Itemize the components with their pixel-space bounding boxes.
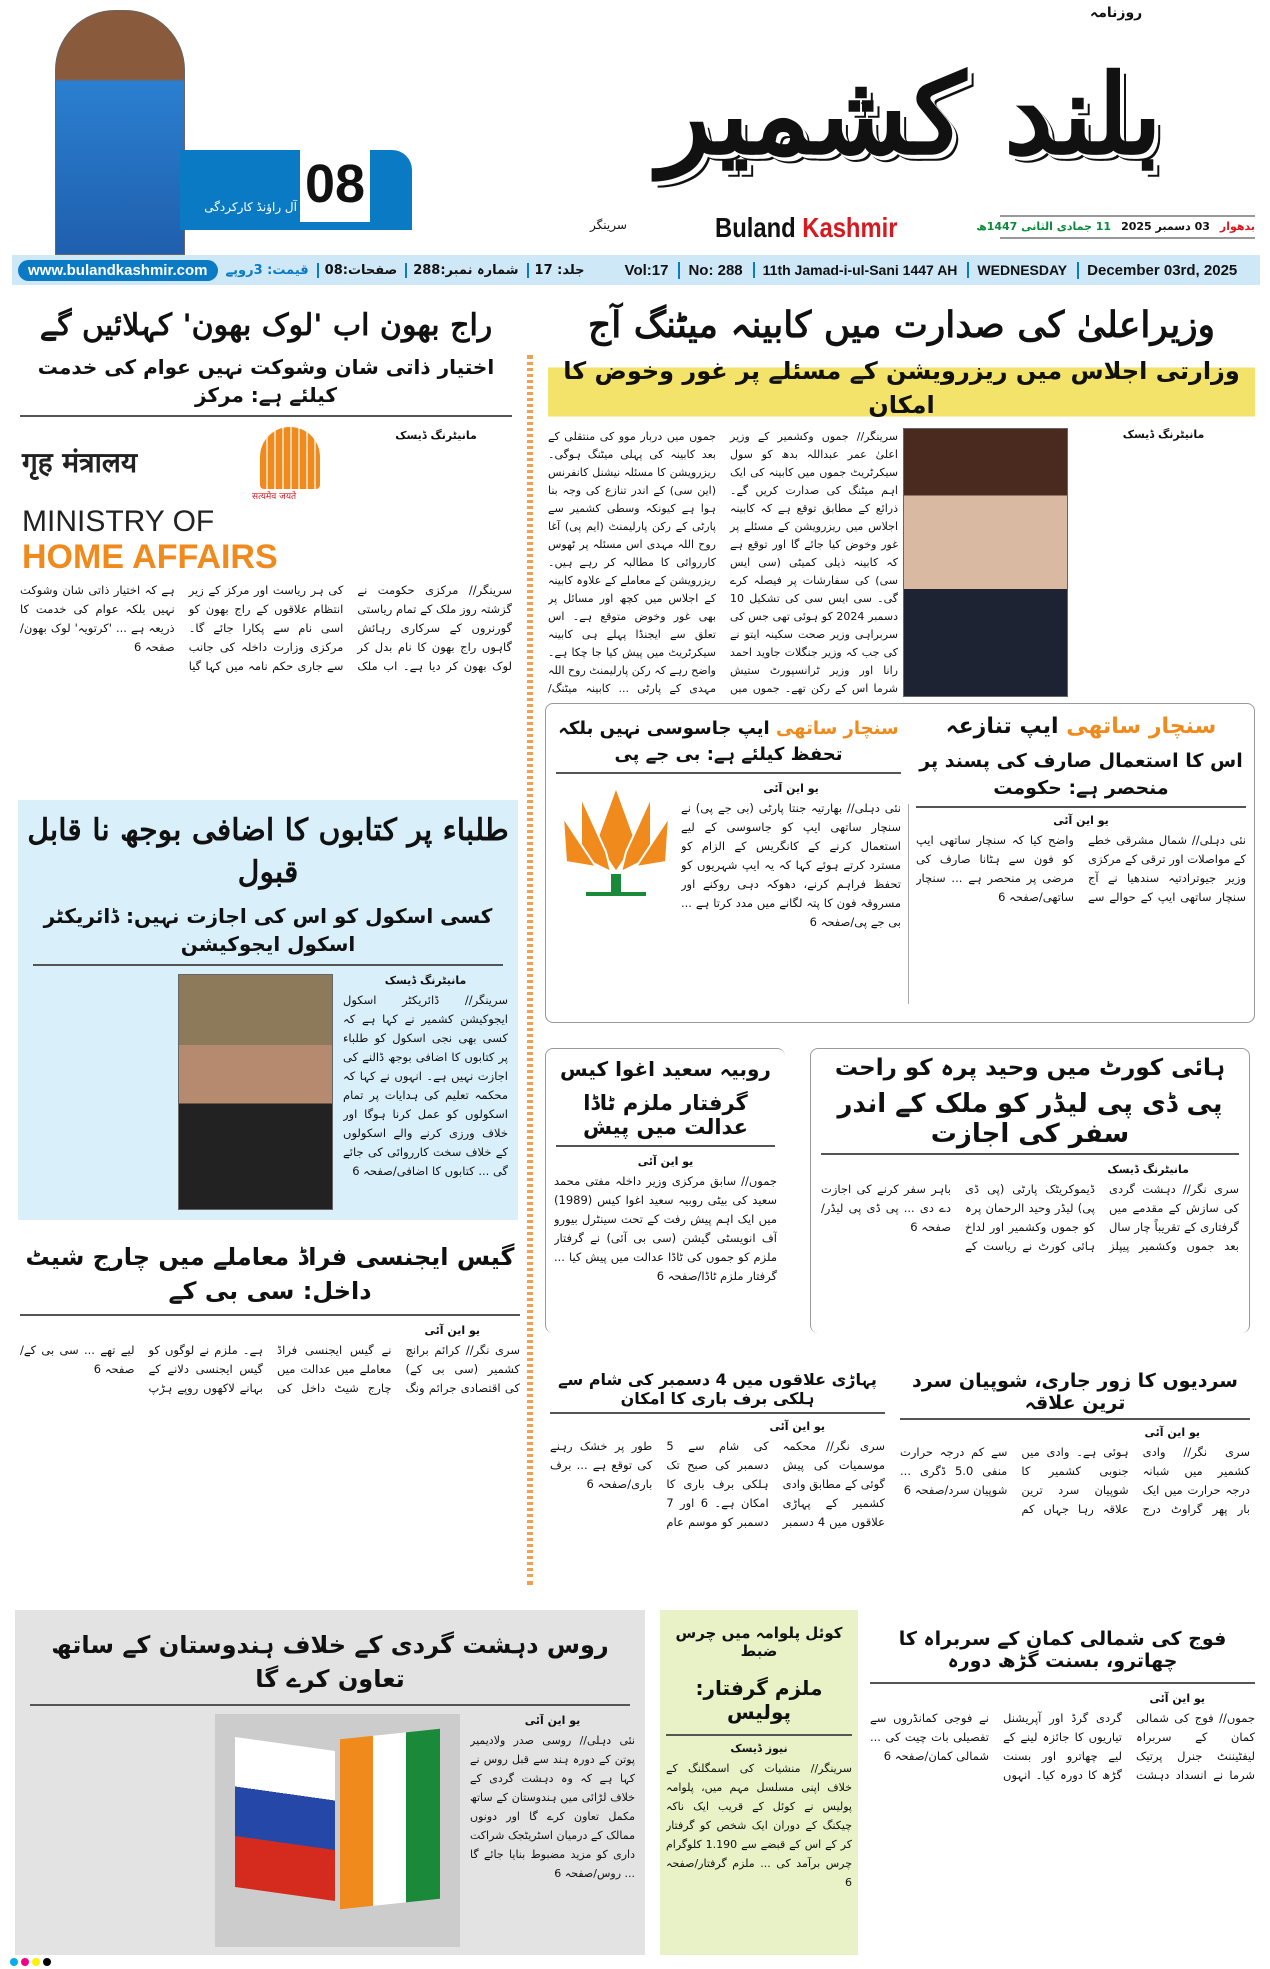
police-credit: نیوز ڈیسک	[730, 1742, 788, 1755]
education-content	[18, 974, 518, 1220]
masthead-logo	[580, 25, 1240, 210]
sanchar-divider	[908, 804, 909, 1004]
education-box	[18, 800, 518, 1220]
pahari-headline: پہاڑی علاقوں میں 4 دسمبر کی شام سے ہلکی برف باری کا امکان	[550, 1370, 885, 1414]
rajbhawan-subhead: اختیار ذاتی شان وشوکت نہیں عوام کی خدمت کیلئے ہے: مرکز	[20, 353, 512, 417]
education-headline: طلباء پر کتابوں کا اضافی بوجھ نا قابل قبول	[27, 813, 509, 890]
army-story	[870, 1620, 1255, 1950]
education-credit: مانیٹرنگ ڈیسک	[384, 974, 467, 987]
bjp-lotus-logo	[561, 782, 671, 902]
logo-english-kashmir: Kashmir	[802, 212, 898, 243]
sanchar-right	[556, 716, 901, 1012]
lead-section	[548, 300, 1255, 697]
mha-english-2: HOME AFFAIRS	[22, 538, 278, 576]
police-body: سرینگر// منشیات کی اسمگلنگ کے خلاف اپنی مسلسل مہم میں، پلوامہ پولیس نے کوئل کے قریب ایک ناکہ چیکنگ کے دوران ایک شخص کو گرفتار کر کے اس کے قبضے سے 1.190 کلوگرام چرس برآمد کی ... ملزم گرفتار/صفحہ 6	[666, 1762, 852, 1889]
weekday: WEDNESDAY	[967, 262, 1067, 278]
sardi-story	[900, 1370, 1250, 1590]
sanchar-left-body: نئی دہلی// شمال مشرقی خطے کے مواصلات اور ترقی کے مرکزی وزیر جیوترادتیہ سندھیا نے آج سنچار ساتھی ایپ کے حوالے سے واضح کیا کہ سنچار ساتھی ایپ کو فون سے ہٹانا صارف کی مرضی پر منحصر ہے ... سنچار ساتھی/صفحہ 6	[916, 833, 1246, 904]
pahari-credit: یو این آئی	[769, 1420, 825, 1433]
sanchar-right-credit: یو این آئی	[763, 782, 819, 795]
lead-headline: وزیراعلیٰ کی صدارت میں کابینہ میٹنگ آج	[588, 304, 1215, 346]
omar-abdullah-photo	[903, 428, 1068, 697]
russia-box	[15, 1610, 645, 1955]
gas-headline: گیس ایجنسی فراڈ معاملے میں چارج شیٹ داخل: سی بی کے	[20, 1240, 520, 1316]
emblem-motto: सत्यमेव जयते	[252, 492, 297, 502]
info-bar	[12, 255, 1260, 285]
army-body: جموں// فوج کی شمالی کمان کے سربراہ لیفٹیننٹ جنرل پرتیک شرما نے انسداد دہشت گردی گرڈ اور آپریشنل تیاریوں کا جائزہ لینے کے لیے چھاترو اور بسنت گڑھ کا دورہ کیا۔ انہوں نے فوجی کمانڈروں سے تفصیلی بات چیت کی ... شمالی کمان/صفحہ 6	[870, 1711, 1255, 1782]
army-headline: فوج کی شمالی کمان کے سربراہ کا چھاترو، بسنت گڑھ دورہ	[870, 1620, 1255, 1684]
sanchar-right-title	[556, 716, 901, 774]
sanchar-right-kicker: سنچار ساتھی	[775, 718, 899, 739]
city-label: سرینگر	[590, 218, 627, 232]
issue-number: شمارہ نمبر:288	[405, 263, 518, 278]
volume-urdu: جلد: 17	[527, 263, 585, 278]
urdu-date-strip	[976, 215, 1255, 239]
sanchar-right-headline: ایپ جاسوسی نہیں بلکہ تحفظ کیلئے ہے: بی جے پی	[558, 718, 843, 765]
sanchar-left-credit: یو این آئی	[1053, 814, 1109, 827]
director-photo	[178, 974, 333, 1210]
gas-credit: یو این آئی	[424, 1324, 480, 1337]
sanchar-right-content	[556, 782, 901, 1012]
promo-box	[180, 150, 412, 230]
mha-hindi: गृह मंत्रालय	[22, 446, 138, 479]
rubia-body: جموں// سابق مرکزی وزیر داخلہ مفتی محمد سعید کی بیٹی روبیہ سعید اغوا کیس (1989) میں ایک اہم پیش رفت کے تحت سینٹرل بیورو آف انویسٹی گیشن (سی بی آئی) نے گرفتار ملزم کو جموں کی ٹاڈا عدالت میں پیش کیا ... گرفتار ملزم ٹاڈا/صفحہ 6	[554, 1174, 777, 1283]
vol: Vol:17	[624, 261, 669, 279]
pahari-body: سری نگر// محکمہ موسمیات کی پیش گوئی کے مطابق وادی کشمیر کے پہاڑی علاقوں میں 4 دسمبر کی شام سے 5 دسمبر کی صبح تک ہلکی برف باری کا امکان ہے۔ 6 اور 7 دسمبر کو موسم عام طور پر خشک رہنے کی توقع ہے ... برف باری/صفحہ 6	[550, 1439, 885, 1529]
police-headline: ملزم گرفتار: پولیس	[666, 1676, 852, 1736]
logo-small: روزنامہ	[1090, 5, 1143, 21]
pages: صفحات:08	[317, 263, 398, 278]
rajbhawan-top-row	[20, 425, 512, 575]
logo-urdu: بلند کشمیر	[657, 50, 1163, 179]
price: قیمت: 3روپے	[225, 262, 309, 278]
highcourt-body: سری نگر// دہشت گردی کی سازش کے مقدمے میں گرفتاری کے تقریباً چار سال بعد جموں وکشمیر پیپلز ڈیموکریٹک پارٹی (پی ڈی پی) لیڈر وحید الرحمان پرہ کو جموں وکشمیر اور لداخ ہائی کورٹ نے ریاست کے باہر سفر کرنے کی اجازت دے دی ... پی ڈی پی لیڈر/صفحہ 6	[821, 1182, 1239, 1253]
education-subhead: کسی اسکول کو اس کی اجازت نہیں: ڈائریکٹر اسکول ایجوکیشن	[33, 902, 503, 966]
russia-content	[15, 1714, 645, 1955]
russia-headline: روس دہشت گردی کے خلاف ہندوستان کے ساتھ تعاون کرے گا	[30, 1624, 630, 1706]
hijri-urdu: 11 جمادی الثانی 1447ھ	[976, 220, 1112, 233]
mha-english-1: MINISTRY OF	[22, 505, 215, 538]
promo-number: 08	[300, 146, 370, 222]
lead-subhead: وزارتی اجلاس میں ریزرویشن کے مسئلے پر غور وخوض کا امکان	[548, 354, 1255, 422]
day-urdu: بدھوار	[1219, 220, 1255, 233]
logo-english-buland: Buland	[715, 212, 796, 243]
flags-photo	[215, 1714, 460, 1947]
gas-story	[20, 1240, 520, 1588]
hijri-date: 11th Jamad-i-ul-Sani 1447 AH	[753, 262, 958, 278]
column-divider	[527, 355, 533, 1585]
ashoka-emblem-icon	[260, 427, 320, 489]
sardi-body: سری نگر// وادی کشمیر میں شبانہ درجہ حرارت میں ایک بار پھر گراوٹ درج ہوئی ہے۔ وادی میں جنوبی کشمیر کا شوپیان سرد ترین علاقہ رہا جہاں کم سے کم درجہ حرارت منفی 5.0 ڈگری ... شوپیان سرد/صفحہ 6	[900, 1445, 1250, 1516]
cricketer-photo	[55, 10, 185, 255]
sanchar-left-title	[916, 712, 1246, 742]
sanchar-left-subhead: اس کا استعمال صارف کی پسند پر منحصر ہے: حکومت	[916, 748, 1246, 808]
rubia-credit: یو این آئی	[637, 1155, 694, 1168]
sanchar-left-headline: ایپ تنازعہ	[945, 714, 1059, 739]
rajbhawan-credit: مانیٹرنگ ڈیسک	[395, 429, 477, 442]
sanchar-left-kicker: سنچار ساتھی	[1066, 714, 1217, 739]
lead-story	[548, 428, 1255, 697]
sanchar-right-body: نئی دہلی// بھارتیہ جنتا پارٹی (بی جے پی) نے سنچار ساتھی ایپ کو جاسوسی کے لیے استعمال کرنے کے کانگریس کے الزام کو مسترد کرتے ہوئے کہا کہ یہ ایپ شہریوں کو تحفظ فراہم کرنے، دھوکہ دہی روکنے اور مسروقہ فون کا پتہ لگانے میں مدد کرتا ہے ... بی جے پی/صفحہ 6	[681, 801, 901, 929]
sardi-headline: سردیوں کا زور جاری، شوپیان سرد ترین علاقہ	[900, 1370, 1250, 1420]
russia-body: نئی دہلی// روسی صدر ولادیمیر پوتن کے دورہ ہند سے قبل روس نے کہا ہے کہ وہ دہشت گردی کے خلاف لڑائی میں ہندوستان کے ساتھ مکمل تعاون کرے گا اور دونوں ممالک کے درمیان اسٹریٹجک شراکت داری کو مزید مضبوط بنایا جائے گا ... روس/صفحہ 6	[470, 1734, 635, 1880]
high-court-box	[810, 1048, 1250, 1333]
lead-body: سرینگر// جموں وکشمیر کے وزیر اعلیٰ عمر عبداللہ بدھ کو سول سیکرٹریٹ جموں میں کابینہ کی ایک اہم میٹنگ کی صدارت کریں گے۔ ذرائع کے مطابق توقع ہے کہ کابینہ اجلاس میں ریزرویشن کے مسئلے پر غور وخوض کیا جائے گا اور توقع ہے کہ کابینہ ذیلی کمیٹی (سی ایس سی) کی سفارشات پر فیصلہ کرے گی۔ سی ایس سی کی تشکیل 10 دسمبر 2024 کو ہوئی تھی جس کی سربراہی وزیر صحت سکینہ ایتو نے کی جب کہ وزیر جنگلات جاوید احمد رانا اور وزیر ٹرانسپورٹ ستیش شرما اس کے رکن تھے۔ جموں میں جموں میں دربار موو کی منتقلی کے بعد کابینہ کی پہلی میٹنگ ہوگی۔ ریزرویشن کا مسئلہ نیشنل کانفرنس (این سی) کے اندر تنازع کی وجہ بنا ہوا ہے کیونکہ وسطی کشمیر سے پارٹی کے رکن پارلیمنٹ (ایم پی) آغا روح اللہ مہدی اس مسئلہ پر ٹھوس کارروائی کا مطالبہ کر رہے ہیں۔ ریزرویشن کے معاملے کے علاوہ کابینہ کے اجلاس میں کچھ اور مسائل پر بھی غور وخوض متوقع ہے۔ اس تعلق سے ایجنڈا پہلے ہی کابینہ سیکرٹریٹ میں پیش کیا جا چکا ہے۔ واضح رہے کہ رکن پارلیمنٹ روح اللہ مہدی کے پارٹی ... کابینہ میٹنگ/	[548, 430, 898, 695]
rajbhawan-body: سرینگر// مرکزی حکومت نے گزشتہ روز ملک کے تمام ریاستی گورنروں کے سرکاری رہائش گاہوں راج بھون کا نام بدل کر لوک بھون کر دیا ہے۔ اب ملک کی ہر ریاست اور مرکز کے زیر انتظام علاقوں کے راج بھون کو اسی نام سے پکارا جائے گا۔ مرکزی وزارت داخلہ کی جانب سے جاری حکم نامہ میں کہا گیا ہے کہ اختیار ذاتی شان وشوکت نہیں بلکہ عوام کی خدمت کا ذریعہ ہے ... 'کرتویہ' لوک بھون/صفحہ 6	[20, 583, 512, 673]
russia-credit: یو این آئی	[524, 1714, 581, 1727]
promo-caption: آل راؤنڈ کارکردگی	[204, 200, 297, 214]
russia-flag	[235, 1737, 335, 1901]
highcourt-credit: مانیٹرنگ ڈیسک	[1107, 1163, 1189, 1176]
police-kicker: کوئل پلوامہ میں چرس ضبط	[675, 1624, 843, 1660]
highcourt-headline: پی ڈی پی لیڈر کو ملک کے اندر سفر کی اجازت	[821, 1089, 1239, 1155]
issue-no: No: 288	[678, 262, 742, 279]
rajbhawan-headline: راج بھون اب 'لوک بھون' کہلائیں گے	[39, 308, 493, 343]
gas-body: سری نگر// کرائم برانچ کشمیر (سی بی کے) کی اقتصادی جرائم ونگ نے گیس ایجنسی فراڈ معاملے میں عدالت میں چارج شیٹ داخل کی ہے۔ ملزم نے لوگوں کو گیس ایجنسی دلانے کے بہانے لاکھوں روپے ہڑپ لیے تھے ... سی بی کے/صفحہ 6	[20, 1343, 520, 1395]
sanchar-left	[916, 712, 1246, 1012]
logo-english	[715, 212, 898, 244]
cmyk-registration-marks	[10, 1958, 51, 1966]
rubia-headline: گرفتار ملزم ٹاڈا عدالت میں پیش	[556, 1091, 775, 1147]
date-urdu: 03 دسمبر 2025	[1121, 220, 1210, 233]
sardi-credit: یو این آئی	[1144, 1426, 1200, 1439]
sanchar-saathi-box	[545, 703, 1255, 1023]
website-link[interactable]: www.bulandkashmir.com	[18, 260, 218, 281]
pahari-story	[550, 1370, 885, 1590]
army-credit: یو این آئی	[1149, 1692, 1205, 1705]
english-date: December 03rd, 2025	[1077, 262, 1237, 279]
lead-credit: مانیٹرنگ ڈیسک	[1122, 428, 1205, 441]
police-box	[660, 1610, 858, 1955]
rubia-kicker: روبیہ سعید اغوا کیس	[560, 1057, 771, 1081]
mha-logo	[20, 425, 350, 575]
rajbhawan-section	[20, 305, 512, 783]
highcourt-kicker: ہائی کورٹ میں وحید پرہ کو راحت	[834, 1055, 1226, 1081]
india-flag	[340, 1729, 440, 1910]
rubia-case-box	[545, 1048, 785, 1333]
education-body: سرینگر// ڈائریکٹر اسکول ایجوکیشن کشمیر نے کہا ہے کہ کسی بھی نجی اسکول کو طلباء پر کتابوں کا اضافی بوجھ ڈالنے کی اجازت نہیں ہے۔ انہوں نے کہا کہ محکمہ تعلیم کی ہدایات پر تمام اسکولوں کو عمل کرنا ہوگا اور خلاف ورزی کرنے والے اسکولوں کے خلاف سخت کارروائی کی جائے گی ... کتابوں کا اضافی/صفحہ 6	[343, 993, 508, 1178]
